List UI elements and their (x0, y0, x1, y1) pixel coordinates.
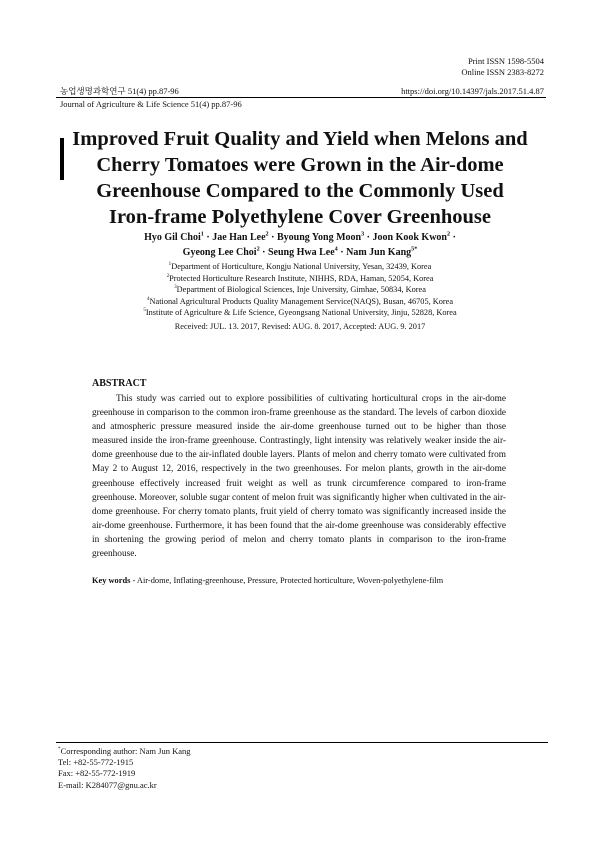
affiliation-item (70, 296, 530, 308)
author-separator: · (203, 232, 213, 243)
affiliation-sup: 5 (143, 307, 146, 314)
header-rule (56, 97, 546, 98)
fax: Fax: +82-55-772-1919 (58, 768, 136, 779)
keywords-line (92, 575, 443, 586)
author-affil-sup: 2 (265, 230, 269, 238)
author-affil-sup: 3 (361, 230, 365, 238)
footnote-sup: * (58, 746, 61, 753)
affiliation-item (70, 307, 530, 319)
title-line: Greenhouse Compared to the Commonly Used (96, 180, 504, 202)
abstract-heading: ABSTRACT (92, 378, 147, 389)
journal-korean-line: 농업생명과학연구 51(4) pp.87-96 (60, 86, 179, 96)
author-list (70, 230, 530, 260)
online-issn: Online ISSN 2383-8272 (461, 67, 544, 77)
affiliation-text: Institute of Agriculture & Life Science, Gyeongsang National University, Jinju, 52828, Korea (145, 308, 457, 317)
doi-link[interactable]: https://doi.org/10.14397/jals.2017.51.4.87 (401, 86, 544, 96)
keywords-label: Key words (92, 576, 131, 585)
affiliation-text: Department of Horticulture, Kongju National University, Yesan, 32439, Korea (171, 262, 432, 271)
footnote-rule (56, 742, 548, 743)
paper-title (70, 126, 530, 230)
keywords-text: - Air-dome, Inflating-greenhouse, Pressure, Protected horticulture, Woven-polyethylene-film (130, 576, 444, 585)
received-dates: Received: JUL. 13. 2017, Revised: AUG. 8. 2017, Accepted: AUG. 9. 2017 (174, 322, 426, 331)
author-affil-sup: 5* (411, 245, 418, 253)
email-link[interactable]: E-mail: K284077@gnu.ac.kr (58, 779, 157, 790)
corresponding-author: Corresponding author: Nam Jun Kang (60, 746, 191, 756)
affiliation-text: National Agricultural Products Quality Management Service(NAQS), Busan, 46705, Korea (149, 296, 454, 306)
affiliation-item (70, 261, 530, 273)
affiliation-text: Protected Horticulture Research Institute, NIHHS, RDA, Haman, 52054, Korea (169, 273, 434, 283)
title-sidebar-bar (60, 138, 64, 180)
affiliation-sup: 2 (166, 272, 170, 279)
affiliation-item (70, 273, 530, 285)
author-affil-sup: 1 (200, 230, 204, 238)
author-affil-sup: 4 (334, 245, 338, 253)
affiliation-sup: 4 (146, 295, 150, 302)
title-line: Cherry Tomatoes were Grown in the Air-dome (96, 154, 504, 176)
telephone: Tel: +82-55-772-1915 (58, 757, 134, 768)
author-name: Hyo Gil Choi (144, 232, 201, 243)
author-separator: · (268, 232, 277, 243)
issn-block (461, 56, 544, 78)
affiliation-sup: 3 (174, 284, 177, 291)
author-name: Joon Kook Kwon (372, 232, 447, 243)
author-separator: · (337, 247, 347, 258)
author-affil-sup: 2 (446, 230, 451, 238)
author-affil-sup: 2 (256, 245, 260, 253)
author-name: Gyeong Lee Choi (182, 247, 257, 258)
affiliation-sup: 1 (168, 261, 172, 268)
author-name: Seung Hwa Lee (268, 247, 335, 258)
title-line: Iron-frame Polyethylene Cover Greenhouse (108, 206, 492, 228)
affiliation-list (70, 261, 530, 319)
author-name: Byoung Yong Moon (276, 232, 362, 243)
author-name: Nam Jun Kang (346, 247, 412, 258)
journal-english-line: Journal of Agriculture & Life Science 51(4) pp.87-96 (60, 99, 242, 109)
author-separator: · (450, 232, 456, 243)
abstract-body: This study was carried out to explore possibilities of cultivating horticultural crops in the air-dome greenhouse in comparison to the common iron-frame greenhouse as the standard. The levels of carbon dioxide and atmospheric pressure measured inside the air-dome greenhouse turned out to be higher than those measured inside the iron-frame greenhouse. Contrastingly, light intensity was relatively weaker inside the air-dome greenhouse due to the air-inflated double layers. Plants of melon and cherry tomato were cultivated from May 2 to August 12, 2016, respectively in the two greenhouses. For melon plants, growth in the air-dome greenhouse effectively increased fruit weight as well as trunk circumference compared to iron-frame greenhouse. Moreover, soluble sugar content of melon fruit was significantly higher when cultivated in the air-dome greenhouse. For cherry tomato plants, fruit yield of cherry tomato was significantly increased inside the air-dome greenhouse. Furthermore, it has been found that the air-dome greenhouse was considerably effective in shortening the growing period of melon and cherry tomato plants in comparison to the iron-frame greenhouse. (92, 394, 506, 560)
print-issn: Print ISSN 1598-5504 (467, 56, 544, 66)
author-separator: · (364, 232, 373, 243)
affiliation-item (70, 284, 530, 296)
affiliation-text: Department of Biological Sciences, Inje University, Gimhae, 50834, Korea (176, 285, 426, 294)
author-name: Jae Han Lee (212, 232, 266, 243)
author-separator: · (259, 247, 268, 258)
title-line: Improved Fruit Quality and Yield when Melons and (72, 128, 528, 150)
footnote-block (58, 746, 190, 791)
